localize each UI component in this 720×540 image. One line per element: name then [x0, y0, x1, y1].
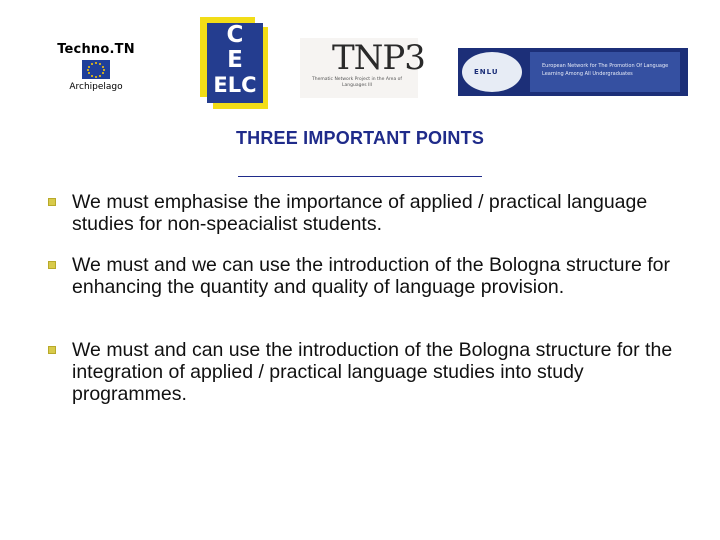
- ceelc-logo: [200, 17, 268, 109]
- technotn-logo-title: Techno.TN: [57, 42, 135, 57]
- tnp3-logo: [300, 38, 425, 98]
- ceelc-logo-line-3: ELC: [213, 73, 257, 97]
- eu-flag-icon: [82, 60, 110, 79]
- bullet-text: We must and we can use the introduction of the Bologna structure for enhancing the quantity and quality of language provision.: [72, 254, 670, 298]
- enlu-logo: [458, 48, 688, 96]
- square-bullet-icon: [48, 346, 56, 354]
- bullet-text: We must emphasise the importance of applied / practical language studies for non-speacialist students.: [72, 191, 648, 235]
- bullet-text: We must and can use the introduction of the Bologna structure for the integration of applied / practical language studies into study programmes.: [72, 339, 673, 405]
- bullet-item: [48, 191, 698, 235]
- slide-title: THREE IMPORTANT POINTS: [235, 128, 485, 148]
- ceelc-logo-line-2: E: [227, 47, 243, 73]
- square-bullet-icon: [48, 198, 56, 206]
- tnp3-logo-subtitle: Thematic Network Project in the Area of Languages III: [312, 77, 402, 88]
- tnp3-logo-mark: TNP3: [332, 38, 425, 78]
- square-bullet-icon: [48, 261, 56, 269]
- title-divider: [238, 176, 482, 177]
- enlu-logo-acronym: ENLU: [474, 68, 499, 76]
- technotn-logo: [40, 38, 152, 100]
- bullet-item: [48, 339, 698, 405]
- ceelc-logo-line-1: C: [226, 22, 244, 48]
- technotn-logo-subtitle: Archipelago: [69, 82, 123, 92]
- enlu-logo-text: European Network for The Promotion Of Language Learning Among All Undergraduates: [542, 63, 669, 77]
- bullet-item: [48, 254, 698, 298]
